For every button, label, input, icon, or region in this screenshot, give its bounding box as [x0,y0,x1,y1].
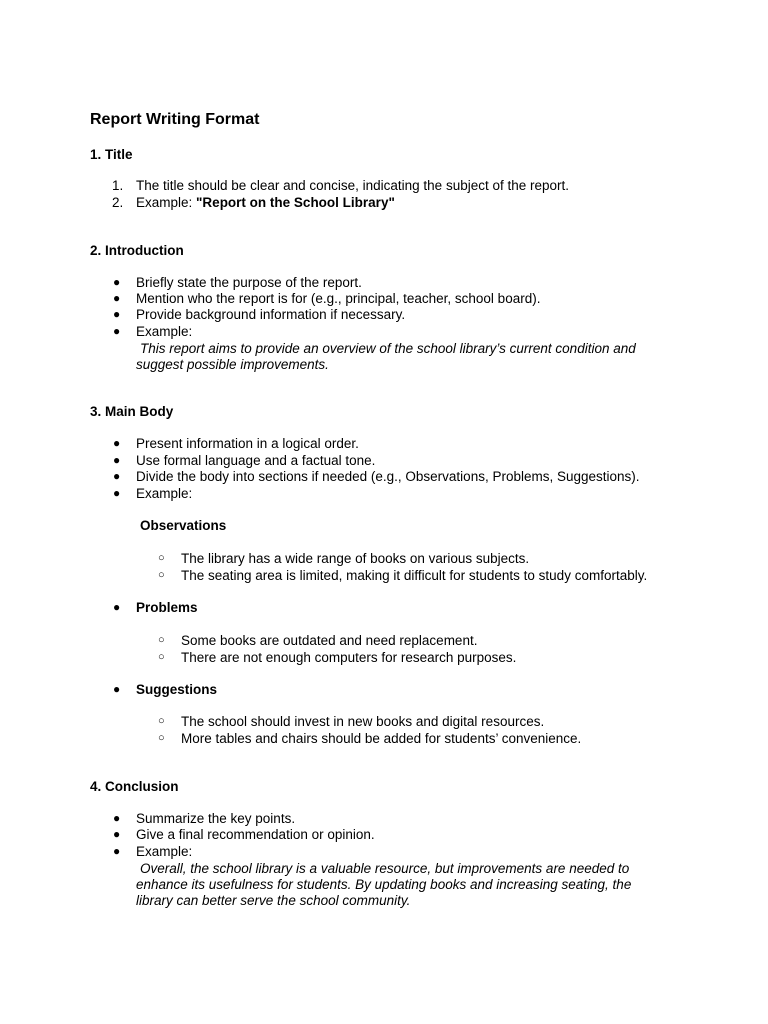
section-heading-conclusion: 4. Conclusion [90,779,179,794]
bullet-icon: ● [113,486,121,500]
bullet-icon: ● [113,453,121,467]
example-text: enhance its usefulness for students. By updating books and increasing seating, the [136,877,632,892]
subsection-label-suggestions: Suggestions [136,682,218,697]
example-text: Overall, the school library is a valuable resource, but improvements are needed to [140,861,630,876]
circle-bullet-icon: ○ [158,552,165,564]
circle-bullet-icon: ○ [158,634,165,646]
bullet-icon: ● [113,811,121,825]
bullet-icon: ● [113,600,121,614]
bullet-icon: ● [113,682,121,696]
list-item: Briefly state the purpose of the report. [136,275,362,290]
list-item: Provide background information if necessary. [136,307,406,322]
list-item: Summarize the key points. [136,811,296,826]
section-heading-main-body: 3. Main Body [90,404,174,419]
section-heading-title: 1. Title [90,147,133,162]
example-label: Example: [136,195,197,210]
list-item: There are not enough computers for research purposes. [181,650,517,665]
page-title: Report Writing Format [90,111,260,128]
list-item: The title should be clear and concise, indicating the subject of the report. [136,178,570,193]
list-item [136,194,395,211]
list-item: The school should invest in new books and digital resources. [181,714,545,729]
example-text: This report aims to provide an overview of the school library’s current condition and [140,341,636,356]
bullet-icon: ● [113,307,121,321]
circle-bullet-icon: ○ [158,715,165,727]
section-heading-introduction: 2. Introduction [90,243,184,258]
circle-bullet-icon: ○ [158,732,165,744]
list-item: Example: [136,324,193,339]
subsection-label-observations: Observations [140,518,227,533]
bullet-icon: ● [113,827,121,841]
bullet-icon: ● [113,844,121,858]
bullet-icon: ● [113,324,121,338]
list-number: 1. [112,178,124,193]
list-item: Give a final recommendation or opinion. [136,827,375,842]
list-item: The seating area is limited, making it difficult for students to study comfortably. [181,568,648,583]
list-number: 2. [112,195,124,210]
list-item: The library has a wide range of books on various subjects. [181,551,530,566]
example-text: library can better serve the school community. [136,893,411,908]
list-item: Use formal language and a factual tone. [136,453,376,468]
list-item: Some books are outdated and need replacement. [181,633,478,648]
circle-bullet-icon: ○ [158,569,165,581]
list-item: Example: [136,486,193,501]
list-item: Example: [136,844,193,859]
example-title-value: "Report on the School Library" [196,195,395,210]
bullet-icon: ● [113,436,121,450]
list-item: Divide the body into sections if needed (e.g., Observations, Problems, Suggestions). [136,469,640,484]
bullet-icon: ● [113,275,121,289]
circle-bullet-icon: ○ [158,651,165,663]
bullet-icon: ● [113,469,121,483]
example-text: suggest possible improvements. [136,357,329,372]
subsection-label-problems: Problems [136,600,198,615]
list-item: Present information in a logical order. [136,436,359,451]
list-item: More tables and chairs should be added for students’ convenience. [181,731,582,746]
list-item: Mention who the report is for (e.g., principal, teacher, school board). [136,291,541,306]
bullet-icon: ● [113,291,121,305]
